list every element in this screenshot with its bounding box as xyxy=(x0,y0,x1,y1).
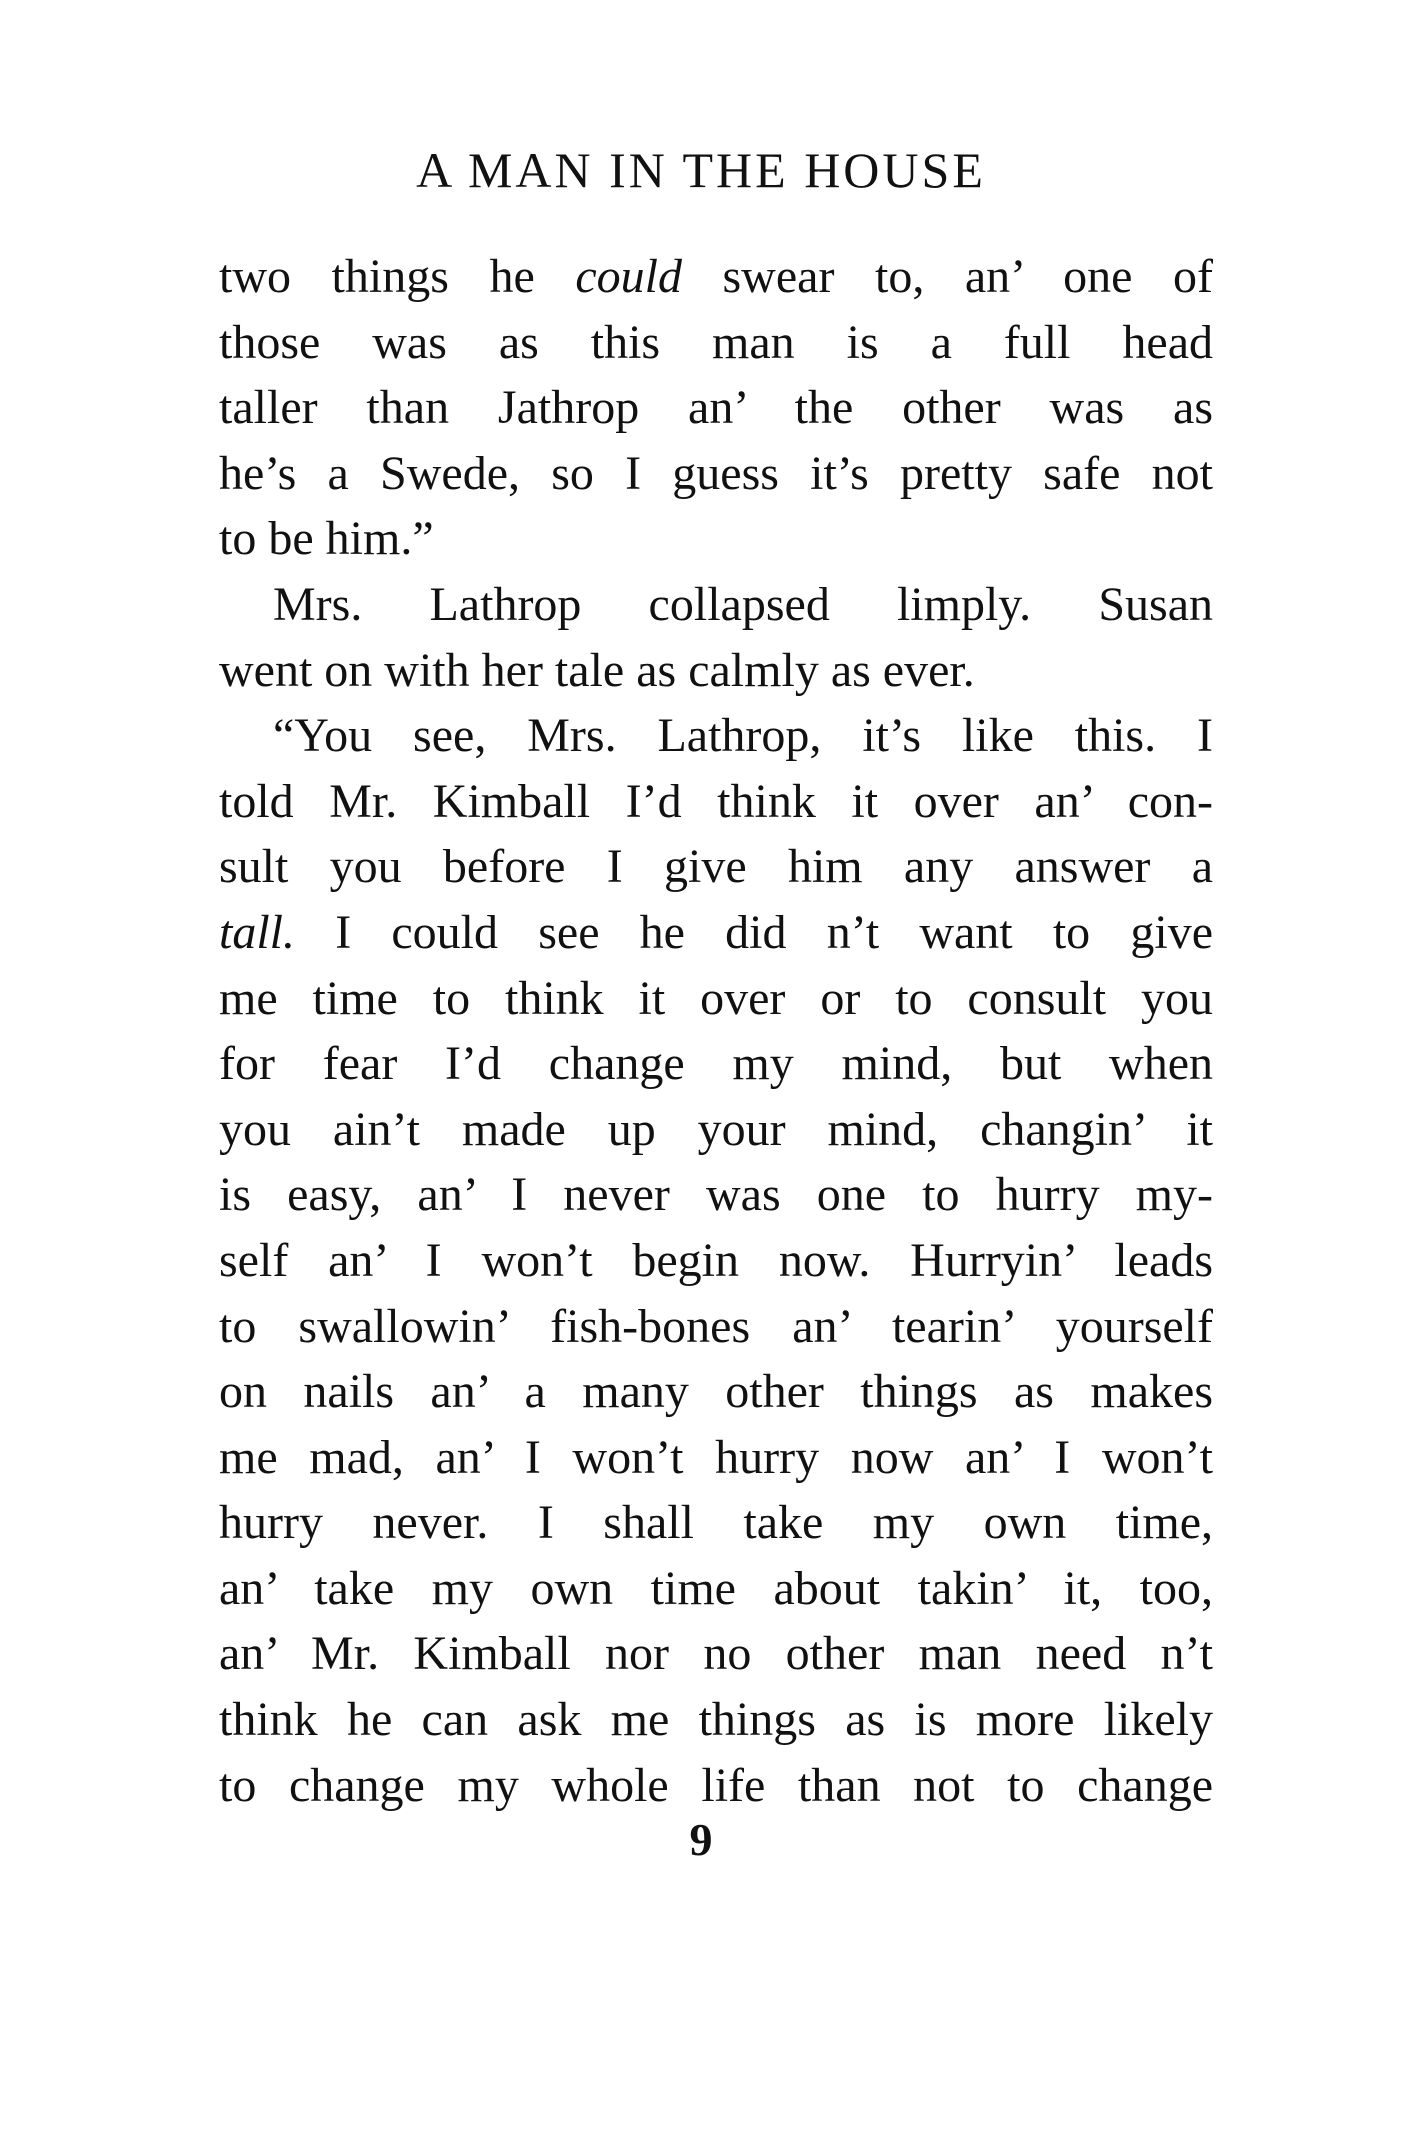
text-line: he’s a Swede, so I guess it’s pretty safe not xyxy=(219,446,1213,500)
text-line: “You see, Mrs. Lathrop, it’s like this. I xyxy=(273,709,1213,763)
text-line: an’ Mr. Kimball nor no other man need n’t xyxy=(219,1627,1213,1681)
text-line: me time to think it over or to consult you xyxy=(219,971,1213,1025)
text-line: for fear I’d change my mind, but when xyxy=(219,1037,1213,1091)
text-line: think he can ask me things as is more likely xyxy=(219,1693,1213,1747)
text-line: went on with her tale as calmly as ever. xyxy=(219,643,975,697)
running-head: A MAN IN THE HOUSE xyxy=(416,142,986,198)
text-line: tall. I could see he did n’t want to give xyxy=(219,905,1213,959)
text-line: to be him.” xyxy=(219,512,434,566)
text-line: an’ take my own time about takin’ it, too, xyxy=(219,1561,1213,1615)
text-line: Mrs. Lathrop collapsed limply. Susan xyxy=(273,577,1213,631)
page-number: 9 xyxy=(689,1814,713,1865)
text-line: me mad, an’ I won’t hurry now an’ I won’t xyxy=(219,1430,1213,1484)
text-line: you ain’t made up your mind, changin’ it xyxy=(219,1102,1213,1156)
text-line: self an’ I won’t begin now. Hurryin’ leads xyxy=(219,1233,1213,1287)
text-line: hurry never. I shall take my own time, xyxy=(219,1496,1213,1550)
text-line: is easy, an’ I never was one to hurry my- xyxy=(219,1168,1213,1222)
emphasis: could xyxy=(575,250,682,303)
text-line: to swallowin’ fish-bones an’ tearin’ yourself xyxy=(219,1299,1213,1353)
text-line: sult you before I give him any answer a xyxy=(219,840,1213,894)
text-line: two things he could swear to, an’ one of xyxy=(219,250,1213,303)
text-line: taller than Jathrop an’ the other was as xyxy=(219,381,1213,435)
text-line: told Mr. Kimball I’d think it over an’ con- xyxy=(219,774,1213,828)
text-line: those was as this man is a full head xyxy=(219,315,1213,369)
text-line: on nails an’ a many other things as makes xyxy=(219,1365,1213,1419)
body-text xyxy=(219,244,1213,1818)
emphasis: tall. xyxy=(219,905,296,959)
text-line: to change my whole life than not to change xyxy=(219,1758,1213,1812)
